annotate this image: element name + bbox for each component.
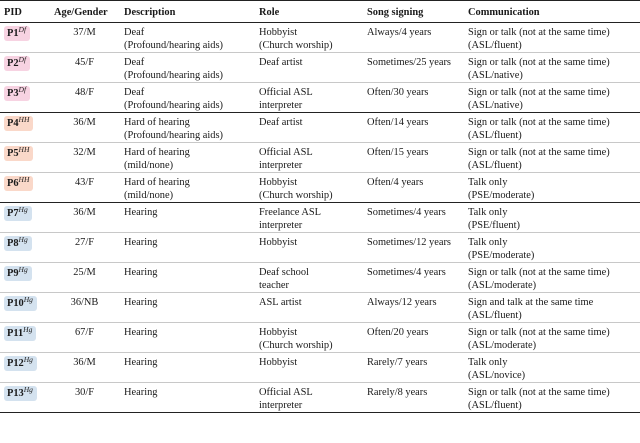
table-row (0, 113, 640, 143)
cell-pid (0, 263, 50, 293)
cell-line: (ASL/fluent) (468, 40, 522, 51)
cell-line: Talk only (468, 177, 508, 188)
cell-line: Deaf artist (259, 117, 303, 128)
pid-badge (4, 146, 33, 161)
table-row (0, 383, 640, 413)
cell-line: ASL artist (259, 297, 302, 308)
cell-line: (ASL/moderate) (468, 340, 537, 351)
cell-line: Sign or talk (not at the same time) (468, 327, 610, 338)
cell-line: interpreter (259, 220, 303, 231)
cell-pid (0, 53, 50, 83)
pid-badge (4, 266, 32, 281)
cell-description (119, 83, 254, 113)
cell-description (119, 143, 254, 173)
cell-line: Hearing (124, 267, 158, 278)
cell-age-gender: 37/M (73, 27, 96, 38)
cell-line: (ASL/fluent) (468, 310, 522, 321)
pid-label: P3 (7, 88, 19, 99)
header-communication: Communication (463, 1, 640, 23)
header-song-signing: Song signing (362, 1, 463, 23)
cell-role (254, 233, 362, 263)
cell-line: (ASL/fluent) (468, 130, 522, 141)
cell-role (254, 353, 362, 383)
cell-age-gender: 32/M (73, 147, 96, 158)
cell-line: Deaf artist (259, 57, 303, 68)
table-row (0, 263, 640, 293)
cell-age-gender: 36/M (73, 117, 96, 128)
cell-description (119, 113, 254, 143)
cell-song-signing: Always/12 years (367, 297, 437, 308)
cell-line: Sign and talk at the same time (468, 297, 594, 308)
pid-label: P9 (7, 268, 19, 279)
cell-line: Deaf (124, 87, 145, 98)
cell-line: (Church worship) (259, 40, 333, 51)
cell-line: teacher (259, 280, 289, 291)
cell-line: (ASL/moderate) (468, 280, 537, 291)
cell-description (119, 203, 254, 233)
cell-line: interpreter (259, 400, 303, 411)
cell-age-gender: 67/F (74, 327, 95, 338)
cell-communication (463, 53, 640, 83)
cell-pid (0, 173, 50, 203)
cell-role (254, 323, 362, 353)
pid-group-tag: Df (18, 55, 27, 64)
cell-song-signing: Often/4 years (367, 177, 424, 188)
cell-pid (0, 143, 50, 173)
cell-song-signing: Often/20 years (367, 327, 429, 338)
cell-line: Sign or talk (not at the same time) (468, 57, 610, 68)
cell-line: Talk only (468, 237, 508, 248)
cell-line: (Church worship) (259, 190, 333, 201)
cell-line: (ASL/native) (468, 70, 523, 81)
cell-pid (0, 293, 50, 323)
cell-role (254, 53, 362, 83)
pid-group-tag: Hg (18, 235, 28, 244)
cell-line: Hobbyist (259, 357, 298, 368)
pid-label: P1 (7, 28, 19, 39)
pid-badge (4, 86, 30, 101)
cell-description (119, 263, 254, 293)
cell-line: (ASL/fluent) (468, 160, 522, 171)
cell-song-signing: Sometimes/25 years (367, 57, 451, 68)
pid-badge (4, 386, 37, 401)
cell-age-gender: 25/M (73, 267, 96, 278)
cell-line: (Profound/hearing aids) (124, 100, 223, 111)
cell-age-gender: 36/M (73, 357, 96, 368)
cell-line: Hearing (124, 357, 158, 368)
pid-label: P2 (7, 58, 19, 69)
header-role: Role (254, 1, 362, 23)
cell-line: Talk only (468, 357, 508, 368)
cell-line: Hard of hearing (124, 117, 190, 128)
cell-line: Hard of hearing (124, 147, 190, 158)
cell-line: (Church worship) (259, 340, 333, 351)
pid-badge (4, 56, 30, 71)
cell-pid (0, 113, 50, 143)
cell-song-signing: Often/14 years (367, 117, 429, 128)
cell-communication (463, 233, 640, 263)
cell-pid (0, 383, 50, 413)
cell-song-signing: Rarely/7 years (367, 357, 428, 368)
cell-song-signing: Often/15 years (367, 147, 429, 158)
cell-line: Hobbyist (259, 327, 298, 338)
cell-line: Sign or talk (not at the same time) (468, 87, 610, 98)
cell-line: (PSE/fluent) (468, 220, 520, 231)
pid-label: P8 (7, 238, 19, 249)
cell-age-gender: 43/F (74, 177, 95, 188)
cell-communication (463, 113, 640, 143)
cell-description (119, 23, 254, 53)
cell-communication (463, 203, 640, 233)
table-row (0, 293, 640, 323)
cell-age-gender: 27/F (74, 237, 95, 248)
cell-line: Deaf school (259, 267, 309, 278)
cell-line: (mild/none) (124, 160, 174, 171)
cell-age-gender: 48/F (74, 87, 95, 98)
table-body (0, 23, 640, 413)
header-age-gender: Age/Gender (50, 1, 119, 23)
pid-label: P6 (7, 178, 19, 189)
pid-label: P5 (7, 148, 19, 159)
cell-description (119, 383, 254, 413)
pid-group-tag: Hg (23, 355, 33, 364)
cell-song-signing: Always/4 years (367, 27, 432, 38)
cell-communication (463, 173, 640, 203)
cell-line: (Profound/hearing aids) (124, 130, 223, 141)
cell-line: (ASL/fluent) (468, 400, 522, 411)
pid-badge (4, 326, 36, 341)
pid-group-tag: HH (18, 115, 30, 124)
cell-song-signing: Often/30 years (367, 87, 429, 98)
table-row (0, 173, 640, 203)
table-row (0, 353, 640, 383)
cell-line: Official ASL (259, 387, 313, 398)
cell-role (254, 83, 362, 113)
cell-communication (463, 263, 640, 293)
cell-pid (0, 203, 50, 233)
cell-role (254, 173, 362, 203)
cell-line: Sign or talk (not at the same time) (468, 117, 610, 128)
table-row (0, 143, 640, 173)
cell-description (119, 353, 254, 383)
cell-role (254, 383, 362, 413)
cell-line: Hobbyist (259, 177, 298, 188)
pid-label: P4 (7, 118, 19, 129)
cell-line: Sign or talk (not at the same time) (468, 27, 610, 38)
cell-description (119, 53, 254, 83)
cell-description (119, 173, 254, 203)
pid-badge (4, 116, 33, 131)
cell-line: Official ASL (259, 87, 313, 98)
cell-line: Deaf (124, 57, 145, 68)
cell-line: (ASL/native) (468, 100, 523, 111)
pid-group-tag: Hg (18, 265, 28, 274)
pid-group-tag: Hg (23, 295, 33, 304)
cell-communication (463, 353, 640, 383)
cell-age-gender: 30/F (74, 387, 95, 398)
cell-pid (0, 323, 50, 353)
cell-line: Hobbyist (259, 27, 298, 38)
cell-line: Hearing (124, 207, 158, 218)
table-row (0, 83, 640, 113)
cell-pid (0, 23, 50, 53)
cell-song-signing: Sometimes/4 years (367, 267, 446, 278)
pid-label: P10 (7, 298, 24, 309)
table-row (0, 233, 640, 263)
cell-line: Freelance ASL (259, 207, 322, 218)
pid-badge (4, 26, 30, 41)
table-row (0, 203, 640, 233)
cell-communication (463, 23, 640, 53)
cell-song-signing: Rarely/8 years (367, 387, 428, 398)
cell-line: Talk only (468, 207, 508, 218)
cell-line: Hearing (124, 237, 158, 248)
cell-description (119, 323, 254, 353)
header-pid: PID (0, 1, 50, 23)
cell-description (119, 293, 254, 323)
cell-line: Sign or talk (not at the same time) (468, 267, 610, 278)
pid-badge (4, 206, 32, 221)
table-header (0, 1, 640, 23)
pid-label: P12 (7, 358, 24, 369)
pid-group-tag: HH (18, 145, 30, 154)
cell-role (254, 143, 362, 173)
cell-role (254, 293, 362, 323)
pid-badge (4, 236, 32, 251)
cell-description (119, 233, 254, 263)
cell-age-gender: 36/M (73, 207, 96, 218)
cell-line: (mild/none) (124, 190, 174, 201)
header-row (0, 1, 640, 23)
pid-group-tag: Hg (23, 325, 33, 334)
cell-song-signing: Sometimes/12 years (367, 237, 451, 248)
cell-pid (0, 353, 50, 383)
pid-label: P13 (7, 388, 24, 399)
cell-line: (Profound/hearing aids) (124, 70, 223, 81)
pid-group-tag: HH (18, 175, 30, 184)
cell-line: Hearing (124, 297, 158, 308)
cell-line: interpreter (259, 160, 303, 171)
pid-badge (4, 356, 37, 371)
pid-label: P11 (7, 328, 24, 339)
cell-age-gender: 36/NB (70, 297, 99, 308)
cell-pid (0, 83, 50, 113)
cell-communication (463, 143, 640, 173)
cell-pid (0, 233, 50, 263)
cell-line: (PSE/moderate) (468, 190, 535, 201)
pid-label: P7 (7, 208, 19, 219)
cell-line: Hearing (124, 387, 158, 398)
cell-line: interpreter (259, 100, 303, 111)
cell-communication (463, 383, 640, 413)
cell-age-gender: 45/F (74, 57, 95, 68)
cell-communication (463, 293, 640, 323)
cell-role (254, 113, 362, 143)
table-row (0, 53, 640, 83)
cell-line: (ASL/novice) (468, 370, 526, 381)
pid-group-tag: Hg (23, 385, 33, 394)
cell-line: Hearing (124, 327, 158, 338)
pid-group-tag: Hg (18, 205, 28, 214)
cell-communication (463, 323, 640, 353)
cell-role (254, 23, 362, 53)
cell-communication (463, 83, 640, 113)
header-description: Description (119, 1, 254, 23)
pid-badge (4, 296, 37, 311)
pid-group-tag: Df (18, 25, 27, 34)
cell-role (254, 203, 362, 233)
cell-song-signing: Sometimes/4 years (367, 207, 446, 218)
cell-line: (Profound/hearing aids) (124, 40, 223, 51)
cell-line: Official ASL (259, 147, 313, 158)
table-row (0, 323, 640, 353)
cell-line: (PSE/moderate) (468, 250, 535, 261)
pid-group-tag: Df (18, 85, 27, 94)
cell-line: Hobbyist (259, 237, 298, 248)
cell-line: Sign or talk (not at the same time) (468, 387, 610, 398)
cell-role (254, 263, 362, 293)
cell-line: Hard of hearing (124, 177, 190, 188)
cell-line: Deaf (124, 27, 145, 38)
pid-badge (4, 176, 33, 191)
table-row (0, 23, 640, 53)
cell-line: Sign or talk (not at the same time) (468, 147, 610, 158)
